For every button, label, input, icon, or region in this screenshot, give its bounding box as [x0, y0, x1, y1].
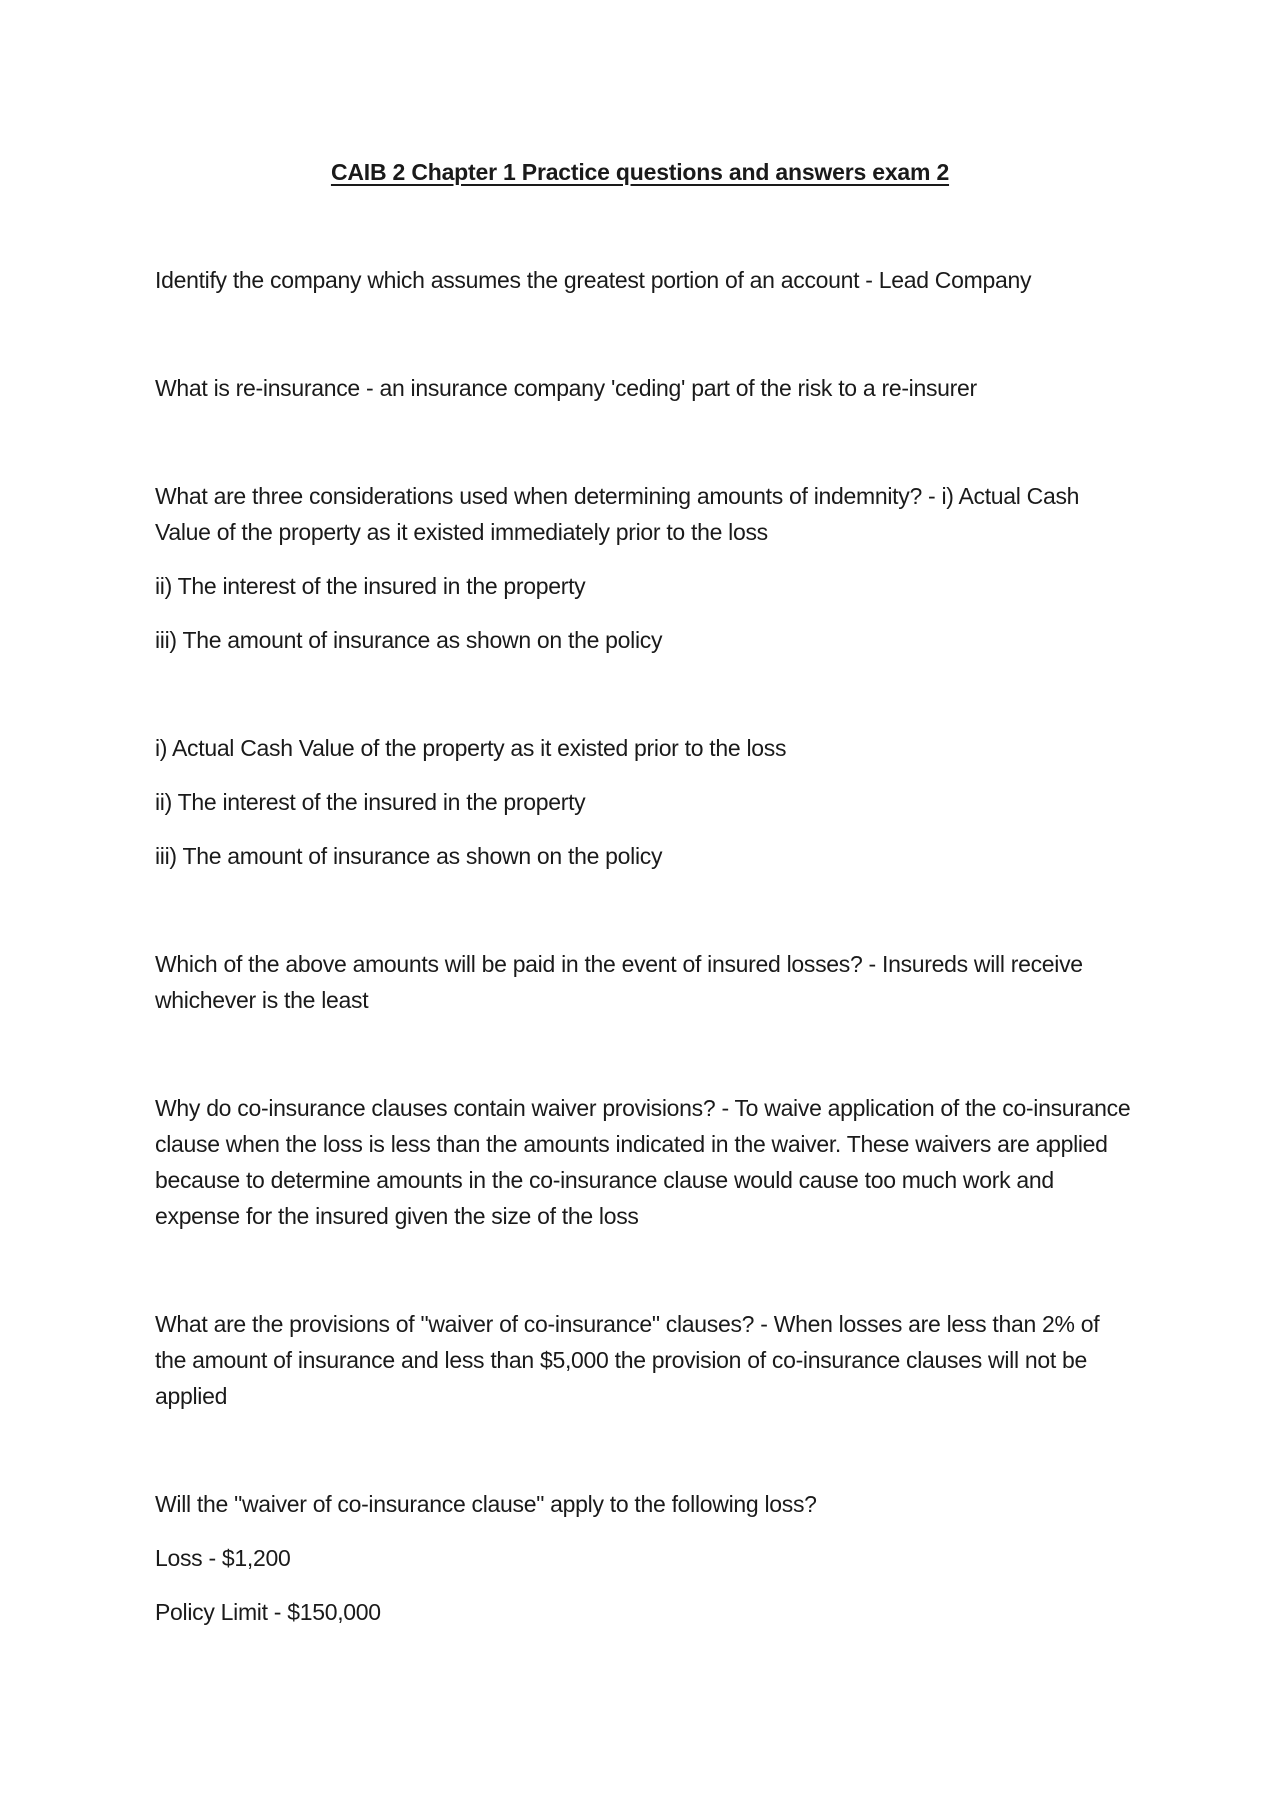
qa-item [155, 730, 1135, 874]
paragraph: Why do co-insurance clauses contain waiver provisions? - To waive application of the co-insurance clause when the loss is less than the amounts indicated in the waiver. These waivers are applied because to determine amounts in the co-insurance clause would cause too much work and expense for the insured given the size of the loss [155, 1095, 1131, 1229]
paragraph: iii) The amount of insurance as shown on the policy [155, 843, 663, 869]
paragraph: iii) The amount of insurance as shown on the policy [155, 627, 663, 653]
paragraph: i) Actual Cash Value of the property as it existed prior to the loss [155, 735, 787, 761]
qa-item [155, 1090, 1135, 1234]
document-body [155, 262, 1135, 1630]
qa-item [155, 478, 1135, 658]
paragraph: Policy Limit - $150,000 [155, 1599, 381, 1625]
paragraph: Loss - $1,200 [155, 1545, 291, 1571]
document-title: CAIB 2 Chapter 1 Practice questions and answers exam 2 [330, 159, 950, 185]
qa-item [155, 1486, 1135, 1630]
qa-item [155, 262, 1135, 298]
qa-item [155, 370, 1135, 406]
paragraph: ii) The interest of the insured in the property [155, 789, 586, 815]
paragraph: What are three considerations used when determining amounts of indemnity? - i) Actual Cash Value of the property as it existed immediately prior to the loss [155, 483, 1080, 545]
paragraph: Will the "waiver of co-insurance clause" apply to the following loss? [155, 1491, 817, 1517]
paragraph: ii) The interest of the insured in the property [155, 573, 586, 599]
qa-item [155, 946, 1135, 1018]
paragraph: Which of the above amounts will be paid in the event of insured losses? - Insureds will receive whichever is the least [155, 951, 1083, 1013]
qa-item [155, 1306, 1135, 1414]
paragraph: What is re-insurance - an insurance company 'ceding' part of the risk to a re-insurer [155, 375, 977, 401]
paragraph: Identify the company which assumes the greatest portion of an account - Lead Company [155, 267, 1032, 293]
paragraph: What are the provisions of "waiver of co-insurance" clauses? - When losses are less than 2% of the amount of insurance and less than $5,000 the provision of co-insurance clauses will not be applied [155, 1311, 1100, 1409]
